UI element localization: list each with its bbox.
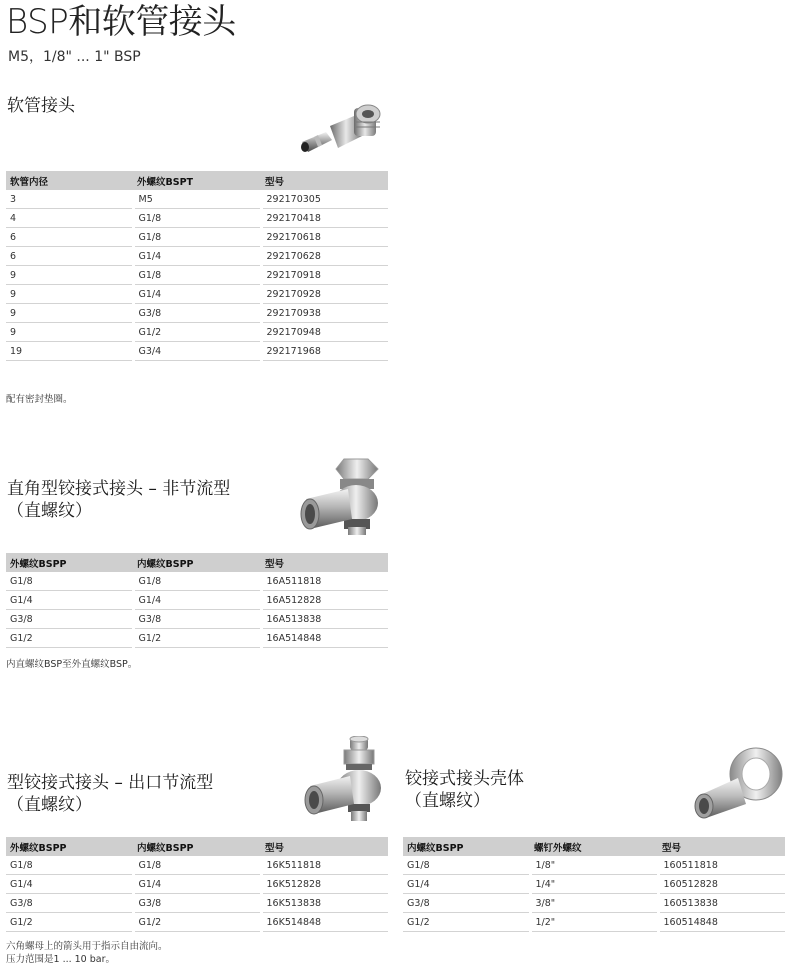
column-header: 螺钉外螺纹 [530, 837, 658, 856]
table-cell: G3/4 [133, 342, 261, 361]
table-cell: 16A512828 [261, 591, 388, 610]
column-header: 型号 [261, 837, 388, 856]
table-cell: 6 [6, 228, 133, 247]
table-cell: G3/8 [403, 894, 530, 913]
table-cell: 1/2" [530, 913, 658, 932]
table-cell: 292170918 [261, 266, 388, 285]
column-header: 软管内径 [6, 171, 133, 190]
column-header: 内螺纹BSPP [133, 553, 261, 572]
table-cell: 9 [6, 323, 133, 342]
table-header-row [6, 837, 388, 856]
section3-note-pressure: 压力范围是1 ... 10 bar。 [6, 954, 116, 965]
table-cell: 292171968 [261, 342, 388, 361]
table-cell: 160511818 [658, 856, 785, 875]
table-cell: 292170628 [261, 247, 388, 266]
table-cell: G1/8 [6, 572, 133, 591]
table-cell: G3/8 [6, 610, 133, 629]
table-row [6, 629, 388, 648]
table-cell: 19 [6, 342, 133, 361]
section1-note: 配有密封垫圈。 [6, 394, 73, 405]
table-cell: 292170618 [261, 228, 388, 247]
banjo-housing-image [690, 744, 786, 822]
table-row [403, 875, 785, 894]
section2-note: 内直螺纹BSP至外直螺纹BSP。 [6, 659, 138, 670]
table-cell: 9 [6, 266, 133, 285]
table-cell: G1/2 [133, 323, 261, 342]
table-row [6, 247, 388, 266]
table-cell: G1/8 [133, 209, 261, 228]
table-cell: 160514848 [658, 913, 785, 932]
table-cell: 292170928 [261, 285, 388, 304]
section-title-banjo-housing: 铰接式接头壳体 [405, 769, 524, 789]
table-cell: G1/8 [6, 856, 133, 875]
table-cell: G1/8 [133, 228, 261, 247]
table-cell: G3/8 [133, 894, 261, 913]
table-cell: G1/4 [133, 591, 261, 610]
column-header: 型号 [658, 837, 785, 856]
table-cell: G1/8 [133, 856, 261, 875]
table-cell: 160512828 [658, 875, 785, 894]
section-title-hose-fitting: 软管接头 [7, 96, 75, 116]
table-cell: G1/2 [6, 913, 133, 932]
table-header-row [403, 837, 785, 856]
table-cell: G1/2 [133, 913, 261, 932]
banjo-outlet-throttling-table [6, 837, 388, 932]
section-subtitle-straight-thread: （直螺纹） [405, 791, 490, 811]
table-cell: 9 [6, 285, 133, 304]
banjo-non-throttling-table [6, 553, 388, 648]
table-cell: 292170305 [261, 190, 388, 209]
table-cell: G3/8 [133, 304, 261, 323]
table-row [403, 856, 785, 875]
column-header: 外螺纹BSPP [6, 553, 133, 572]
column-header: 内螺纹BSPP [403, 837, 530, 856]
table-row [6, 875, 388, 894]
table-cell: 3 [6, 190, 133, 209]
table-row [6, 323, 388, 342]
table-row [6, 913, 388, 932]
table-row [6, 856, 388, 875]
banjo-throttle-fitting-image [300, 736, 390, 826]
table-cell: G1/4 [133, 285, 261, 304]
page-subtitle: M5，1/8" ... 1" BSP [8, 49, 141, 65]
table-cell: 16A513838 [261, 610, 388, 629]
table-row [6, 266, 388, 285]
column-header: 外螺纹BSPP [6, 837, 133, 856]
table-row [403, 913, 785, 932]
section-title-banjo-non-throttling: 直角型铰接式接头 – 非节流型 [7, 479, 231, 499]
table-cell: G1/2 [403, 913, 530, 932]
banjo-housing-table [403, 837, 785, 932]
table-cell: 16K513838 [261, 894, 388, 913]
table-cell: 1/8" [530, 856, 658, 875]
table-cell: G1/4 [6, 591, 133, 610]
hose-fitting-table [6, 171, 388, 361]
table-cell: 16K514848 [261, 913, 388, 932]
table-cell: G1/4 [133, 875, 261, 894]
table-row [6, 228, 388, 247]
column-header: 外螺纹BSPT [133, 171, 261, 190]
section-subtitle-straight-thread: （直螺纹） [7, 795, 92, 815]
table-cell: 16A514848 [261, 629, 388, 648]
column-header: 型号 [261, 171, 388, 190]
table-cell: M5 [133, 190, 261, 209]
table-cell: 3/8" [530, 894, 658, 913]
table-cell: G3/8 [133, 610, 261, 629]
table-cell: 1/4" [530, 875, 658, 894]
table-cell: 9 [6, 304, 133, 323]
table-cell: G1/8 [133, 572, 261, 591]
table-cell: 292170418 [261, 209, 388, 228]
table-row [6, 190, 388, 209]
table-cell: 292170938 [261, 304, 388, 323]
page-title: BSP和软管接头 [6, 2, 236, 42]
table-cell: G1/2 [6, 629, 133, 648]
column-header: 型号 [261, 553, 388, 572]
table-row [6, 342, 388, 361]
table-cell: G1/2 [133, 629, 261, 648]
table-row [6, 209, 388, 228]
table-row [6, 610, 388, 629]
table-cell: 16K511818 [261, 856, 388, 875]
table-header-row [6, 553, 388, 572]
table-row [403, 894, 785, 913]
table-cell: 6 [6, 247, 133, 266]
section-subtitle-straight-thread: （直螺纹） [7, 501, 92, 521]
table-cell: 160513838 [658, 894, 785, 913]
table-cell: 292170948 [261, 323, 388, 342]
table-header-row [6, 171, 388, 190]
table-row [6, 572, 388, 591]
column-header: 内螺纹BSPP [133, 837, 261, 856]
table-cell: 16A511818 [261, 572, 388, 591]
table-row [6, 894, 388, 913]
banjo-fitting-image [298, 455, 390, 537]
table-cell: G1/8 [403, 856, 530, 875]
section3-note-flow: 六角螺母上的箭头用于指示自由流向。 [6, 941, 168, 952]
table-row [6, 304, 388, 323]
table-row [6, 285, 388, 304]
section-title-banjo-outlet-throttling: 型铰接式接头 – 出口节流型 [7, 773, 214, 793]
table-cell: G1/4 [133, 247, 261, 266]
table-cell: G1/8 [133, 266, 261, 285]
table-cell: 4 [6, 209, 133, 228]
hose-fitting-image [296, 98, 390, 158]
table-cell: G1/4 [6, 875, 133, 894]
table-cell: G3/8 [6, 894, 133, 913]
table-row [6, 591, 388, 610]
table-cell: 16K512828 [261, 875, 388, 894]
table-cell: G1/4 [403, 875, 530, 894]
